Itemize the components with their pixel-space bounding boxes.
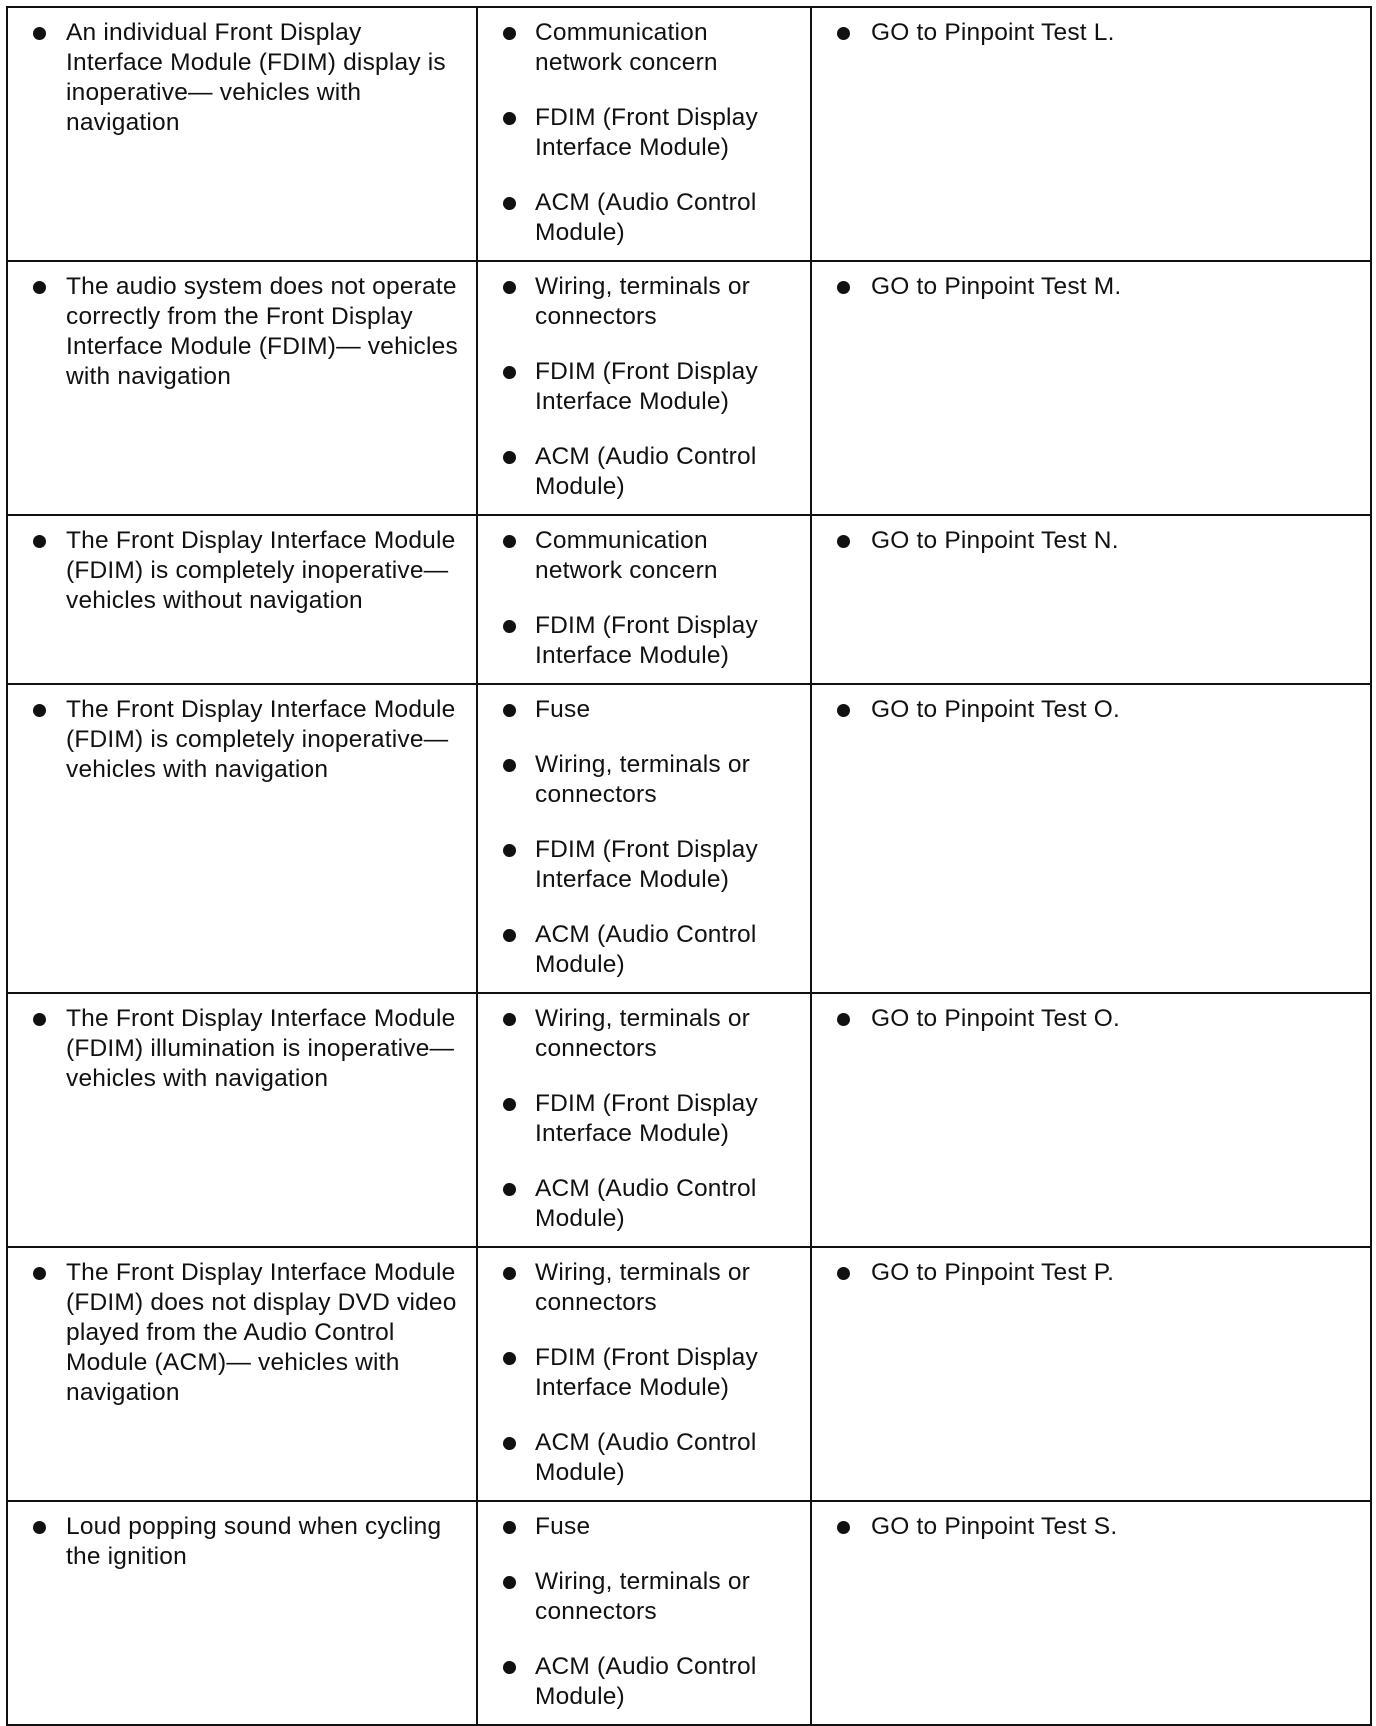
- action-text: GO to Pinpoint Test O.: [871, 696, 1121, 723]
- possible-source-text: Fuse: [535, 696, 591, 723]
- possible-source-item: [478, 357, 798, 417]
- possible-source-item: [478, 1004, 798, 1064]
- condition-item: [8, 1258, 464, 1408]
- action-item: [812, 18, 1358, 48]
- condition-item: [8, 1512, 464, 1572]
- symptom-chart-body: [7, 7, 1371, 1725]
- possible-source-item: [478, 920, 798, 980]
- possible-source-item: [478, 103, 798, 163]
- action-text: GO to Pinpoint Test S.: [871, 1513, 1118, 1540]
- possible-source-item: [478, 695, 798, 725]
- condition-cell: [7, 1247, 477, 1501]
- possible-source-item: [478, 442, 798, 502]
- possible-source-text: Wiring, terminals or connectors: [535, 1259, 751, 1316]
- table-row: [7, 684, 1371, 993]
- table-row: [7, 515, 1371, 684]
- possible-source-item: [478, 1343, 798, 1403]
- possible-source-text: FDIM (Front Display Interface Module): [535, 1344, 758, 1401]
- bullet-icon: [503, 620, 516, 633]
- possible-source-text: FDIM (Front Display Interface Module): [535, 612, 758, 669]
- possible-source-text: ACM (Audio Control Module): [535, 189, 757, 246]
- action-item: [812, 1258, 1358, 1288]
- possible-source-item: [478, 1089, 798, 1149]
- bullet-icon: [503, 704, 516, 717]
- possible-source-text: FDIM (Front Display Interface Module): [535, 836, 758, 893]
- action-text: GO to Pinpoint Test N.: [871, 527, 1119, 554]
- action-item: [812, 1004, 1358, 1034]
- action-text: GO to Pinpoint Test O.: [871, 1005, 1121, 1032]
- bullet-icon: [503, 1437, 516, 1450]
- condition-cell: [7, 684, 477, 993]
- bullet-icon: [503, 27, 516, 40]
- condition-cell: [7, 1501, 477, 1725]
- possible-source-item: [478, 18, 798, 78]
- condition-item: [8, 1004, 464, 1094]
- action-item: [812, 526, 1358, 556]
- bullet-icon: [837, 27, 850, 40]
- possible-source-item: [478, 835, 798, 895]
- possible-source-item: [478, 1258, 798, 1318]
- possible-source-cell: [477, 993, 811, 1247]
- action-cell: [811, 993, 1371, 1247]
- possible-source-item: [478, 188, 798, 248]
- condition-text: The Front Display Interface Module (FDIM) is completely inoperative— vehicles with navigation: [66, 696, 456, 783]
- bullet-icon: [33, 1013, 46, 1026]
- bullet-icon: [33, 281, 46, 294]
- condition-cell: [7, 7, 477, 261]
- bullet-icon: [837, 1267, 850, 1280]
- possible-source-cell: [477, 7, 811, 261]
- bullet-icon: [33, 27, 46, 40]
- possible-source-item: [478, 750, 798, 810]
- condition-cell: [7, 515, 477, 684]
- bullet-icon: [503, 929, 516, 942]
- action-item: [812, 695, 1358, 725]
- possible-source-item: [478, 1567, 798, 1627]
- symptom-chart-table: [6, 6, 1372, 1726]
- bullet-icon: [837, 1013, 850, 1026]
- condition-text: The Front Display Interface Module (FDIM) is completely inoperative— vehicles without navigation: [66, 527, 456, 614]
- bullet-icon: [503, 1267, 516, 1280]
- possible-source-text: Wiring, terminals or connectors: [535, 751, 751, 808]
- bullet-icon: [837, 535, 850, 548]
- possible-source-item: [478, 272, 798, 332]
- action-text: GO to Pinpoint Test L.: [871, 19, 1115, 46]
- possible-source-cell: [477, 1247, 811, 1501]
- action-text: GO to Pinpoint Test M.: [871, 273, 1122, 300]
- bullet-icon: [33, 1521, 46, 1534]
- table-row: [7, 7, 1371, 261]
- possible-source-text: Fuse: [535, 1513, 591, 1540]
- action-cell: [811, 515, 1371, 684]
- possible-source-text: Wiring, terminals or connectors: [535, 273, 751, 330]
- possible-source-text: Wiring, terminals or connectors: [535, 1568, 751, 1625]
- action-text: GO to Pinpoint Test P.: [871, 1259, 1115, 1286]
- possible-source-item: [478, 611, 798, 671]
- bullet-icon: [503, 366, 516, 379]
- possible-source-cell: [477, 261, 811, 515]
- possible-source-text: ACM (Audio Control Module): [535, 921, 757, 978]
- action-cell: [811, 7, 1371, 261]
- bullet-icon: [503, 1352, 516, 1365]
- bullet-icon: [33, 704, 46, 717]
- bullet-icon: [503, 112, 516, 125]
- possible-source-text: ACM (Audio Control Module): [535, 1175, 757, 1232]
- action-item: [812, 1512, 1358, 1542]
- possible-source-item: [478, 1174, 798, 1234]
- bullet-icon: [503, 759, 516, 772]
- condition-text: The Front Display Interface Module (FDIM) illumination is inoperative— vehicles with navigation: [66, 1005, 456, 1092]
- possible-source-cell: [477, 1501, 811, 1725]
- action-cell: [811, 261, 1371, 515]
- action-item: [812, 272, 1358, 302]
- possible-source-text: Wiring, terminals or connectors: [535, 1005, 751, 1062]
- possible-source-text: FDIM (Front Display Interface Module): [535, 1090, 758, 1147]
- condition-item: [8, 272, 464, 392]
- bullet-icon: [503, 844, 516, 857]
- table-row: [7, 993, 1371, 1247]
- table-row: [7, 261, 1371, 515]
- bullet-icon: [503, 1098, 516, 1111]
- bullet-icon: [503, 451, 516, 464]
- condition-text: The Front Display Interface Module (FDIM) does not display DVD video played from the Audio Control Module (ACM)— vehicles with navigation: [66, 1259, 457, 1406]
- possible-source-text: Communication network concern: [535, 19, 718, 76]
- possible-source-item: [478, 1512, 798, 1542]
- bullet-icon: [503, 281, 516, 294]
- bullet-icon: [503, 1576, 516, 1589]
- bullet-icon: [33, 1267, 46, 1280]
- condition-text: Loud popping sound when cycling the ignition: [66, 1513, 442, 1570]
- possible-source-cell: [477, 515, 811, 684]
- possible-source-text: Communication network concern: [535, 527, 718, 584]
- possible-source-item: [478, 1428, 798, 1488]
- action-cell: [811, 1247, 1371, 1501]
- action-cell: [811, 684, 1371, 993]
- action-cell: [811, 1501, 1371, 1725]
- condition-item: [8, 695, 464, 785]
- condition-item: [8, 18, 464, 138]
- possible-source-cell: [477, 684, 811, 993]
- possible-source-item: [478, 526, 798, 586]
- condition-cell: [7, 993, 477, 1247]
- bullet-icon: [837, 704, 850, 717]
- possible-source-text: ACM (Audio Control Module): [535, 1429, 757, 1486]
- bullet-icon: [503, 535, 516, 548]
- bullet-icon: [837, 281, 850, 294]
- bullet-icon: [837, 1521, 850, 1534]
- bullet-icon: [33, 535, 46, 548]
- condition-cell: [7, 261, 477, 515]
- condition-item: [8, 526, 464, 616]
- condition-text: An individual Front Display Interface Module (FDIM) display is inoperative— vehicles with navigation: [66, 19, 446, 136]
- bullet-icon: [503, 1661, 516, 1674]
- bullet-icon: [503, 1013, 516, 1026]
- bullet-icon: [503, 1521, 516, 1534]
- possible-source-text: ACM (Audio Control Module): [535, 1653, 757, 1710]
- bullet-icon: [503, 197, 516, 210]
- possible-source-text: ACM (Audio Control Module): [535, 443, 757, 500]
- possible-source-item: [478, 1652, 798, 1712]
- condition-text: The audio system does not operate correctly from the Front Display Interface Module (FDIM)— vehicles with navigation: [66, 273, 458, 390]
- possible-source-text: FDIM (Front Display Interface Module): [535, 104, 758, 161]
- table-row: [7, 1247, 1371, 1501]
- possible-source-text: FDIM (Front Display Interface Module): [535, 358, 758, 415]
- table-row: [7, 1501, 1371, 1725]
- bullet-icon: [503, 1183, 516, 1196]
